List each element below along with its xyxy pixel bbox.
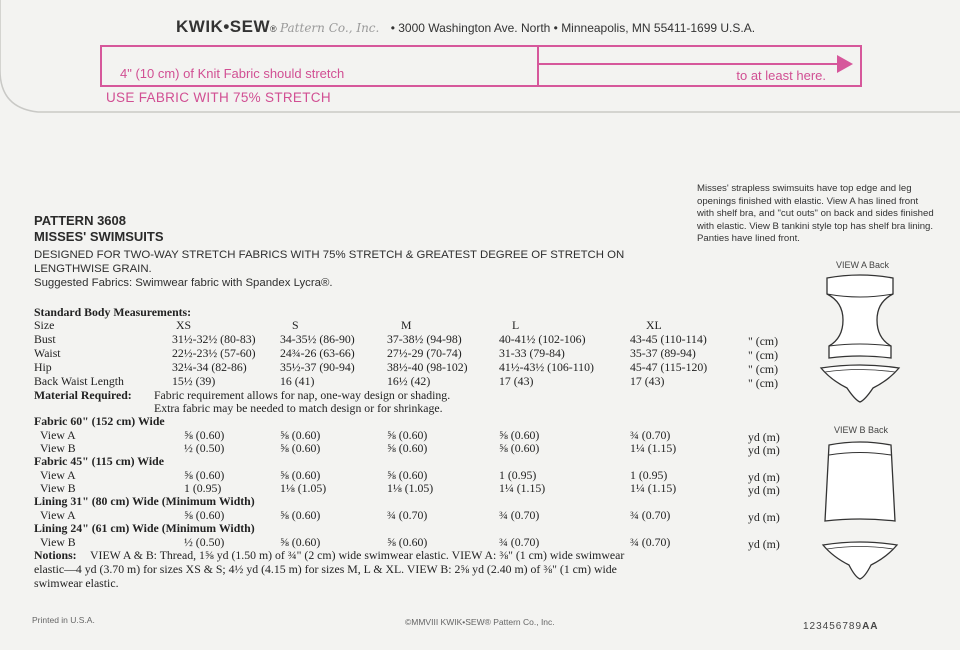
- yardage-cell: ¾ (0.70): [499, 535, 540, 549]
- measurement-cell: 43-45 (110-114): [630, 332, 707, 346]
- yardage-cell: ½ (0.50): [184, 535, 225, 549]
- measurement-unit: " (cm): [748, 362, 779, 376]
- gauge-left-text: 4" (10 cm) of Knit Fabric should stretch: [120, 66, 345, 81]
- view-b-back-illustration: [815, 437, 905, 587]
- stretch-gauge: [100, 45, 862, 87]
- yardage-unit: yd (m): [748, 510, 780, 524]
- yardage-cell: ⅝ (0.60): [184, 508, 225, 522]
- measurement-cell: 35½-37 (90-94): [280, 360, 355, 374]
- measurement-label: Bust: [34, 332, 56, 346]
- yardage-cell: ¾ (0.70): [630, 428, 671, 442]
- view-row-label: View B: [40, 535, 76, 549]
- notions-line-1: VIEW A & B: Thread, 1⅝ yd (1.50 m) of ¾" (2 cm) wide swimwear elastic. VIEW A: ⅜" (1 cm) wide swimwear: [90, 548, 625, 562]
- yardage-cell: ⅝ (0.60): [280, 428, 321, 442]
- yardage-cell: ⅝ (0.60): [280, 441, 321, 455]
- measurements-heading: Standard Body Measurements:: [34, 305, 192, 319]
- measurement-cell: 31-33 (79-84): [499, 346, 565, 360]
- measurement-cell: S: [292, 318, 299, 332]
- measurement-unit: " (cm): [748, 348, 779, 362]
- measurement-cell: 37-38½ (94-98): [387, 332, 462, 346]
- measurement-label: Hip: [34, 360, 52, 374]
- measurement-cell: M: [401, 318, 412, 332]
- measurement-unit: " (cm): [748, 334, 779, 348]
- yardage-cell: ⅝ (0.60): [184, 468, 225, 482]
- view-b-label: VIEW B Back: [834, 425, 889, 435]
- view-row-label: View B: [40, 481, 76, 495]
- print-code-letters: AA: [862, 621, 879, 632]
- view-row-label: View A: [40, 428, 76, 442]
- yardage-unit: yd (m): [748, 443, 780, 457]
- yardage-cell: ¾ (0.70): [630, 508, 671, 522]
- material-line-2: Extra fabric may be needed to match design or for shrinkage.: [154, 401, 443, 415]
- notions-line-3: swimwear elastic.: [34, 576, 119, 590]
- yardage-cell: 1 (0.95): [184, 481, 222, 495]
- yardage-cell: ⅝ (0.60): [499, 428, 540, 442]
- designed-for-line-1: DESIGNED FOR TWO-WAY STRETCH FABRICS WITH 75% STRETCH & GREATEST DEGREE OF STRETCH ON: [34, 249, 625, 261]
- pattern-name: MISSES' SWIMSUITS: [34, 229, 164, 244]
- view-a-back-illustration: [815, 272, 905, 412]
- yardage-unit: yd (m): [748, 430, 780, 444]
- measurement-cell: L: [512, 318, 520, 332]
- notions-label: Notions:: [34, 548, 77, 562]
- yardage-cell: ⅝ (0.60): [499, 441, 540, 455]
- yardage-cell: ¾ (0.70): [387, 508, 428, 522]
- yardage-cell: ⅝ (0.60): [387, 428, 428, 442]
- yardage-cell: 1 (0.95): [630, 468, 668, 482]
- measurement-cell: 34-35½ (86-90): [280, 332, 355, 346]
- gauge-right-text: to at least here.: [736, 68, 826, 83]
- gauge-arrow-line: [539, 63, 839, 65]
- yardage-unit: yd (m): [748, 483, 780, 497]
- yardage-cell: ¾ (0.70): [499, 508, 540, 522]
- header: [176, 17, 755, 37]
- yardage-cell: ⅝ (0.60): [280, 468, 321, 482]
- measurement-label: Size: [34, 318, 55, 332]
- measurement-cell: 35-37 (89-94): [630, 346, 696, 360]
- material-line-1: Fabric requirement allows for nap, one-way design or shading.: [154, 388, 451, 402]
- gauge-divider: [537, 47, 539, 85]
- measurement-cell: 31½-32½ (80-83): [172, 332, 256, 346]
- suggested-fabrics: Suggested Fabrics: Swimwear fabric with Spandex Lycra®.: [34, 277, 333, 289]
- brand-mark: ®: [270, 24, 277, 34]
- measurement-cell: 41½-43½ (106-110): [499, 360, 594, 374]
- print-code-numbers: 123456789: [803, 621, 863, 632]
- yardage-cell: ⅝ (0.60): [387, 535, 428, 549]
- measurement-label: Waist: [34, 346, 61, 360]
- yardage-cell: 1 (0.95): [499, 468, 537, 482]
- yardage-cell: 1¼ (1.15): [630, 441, 677, 455]
- fabric-stretch-note: USE FABRIC WITH 75% STRETCH: [106, 90, 331, 105]
- yardage-cell: 1⅛ (1.05): [387, 481, 434, 495]
- measurement-label: Back Waist Length: [34, 374, 124, 388]
- measurement-cell: 17 (43): [499, 374, 534, 388]
- view-row-label: View A: [40, 468, 76, 482]
- designed-for-line-2: LENGTHWISE GRAIN.: [34, 263, 152, 275]
- yardage-unit: yd (m): [748, 537, 780, 551]
- yardage-cell: ⅝ (0.60): [280, 508, 321, 522]
- measurement-cell: 24¾-26 (63-66): [280, 346, 355, 360]
- measurement-cell: 27½-29 (70-74): [387, 346, 462, 360]
- arrow-right-icon: [837, 55, 853, 73]
- fabric-section-heading: Fabric 60" (152 cm) Wide: [34, 414, 165, 428]
- measurement-cell: XS: [176, 318, 192, 332]
- view-a-label: VIEW A Back: [836, 260, 890, 270]
- view-row-label: View B: [40, 441, 76, 455]
- measurement-cell: 17 (43): [630, 374, 665, 388]
- pattern-description: Misses' strapless swimsuits have top edge and leg openings finished with elastic. View A has lined front with shelf bra, and "cut outs" on back and sides finished with elastic. View B tankini style top has shelf bra lining. Panties have lined front.: [697, 183, 934, 245]
- measurement-cell: 40-41½ (102-106): [499, 332, 586, 346]
- pattern-number: PATTERN 3608: [34, 213, 126, 228]
- fabric-section-heading: Lining 24" (61 cm) Wide (Minimum Width): [34, 521, 255, 535]
- yardage-cell: ¾ (0.70): [630, 535, 671, 549]
- yardage-cell: ½ (0.50): [184, 441, 225, 455]
- view-row-label: View A: [40, 508, 76, 522]
- header-address: • 3000 Washington Ave. North • Minneapolis, MN 55411-1699 U.S.A.: [390, 21, 756, 35]
- print-code: [803, 621, 879, 632]
- yardage-unit: yd (m): [748, 470, 780, 484]
- measurement-cell: 22½-23½ (57-60): [172, 346, 256, 360]
- measurement-cell: XL: [646, 318, 662, 332]
- copyright: ©MMVIII KWIK•SEW® Pattern Co., Inc.: [405, 617, 555, 627]
- printed-in: Printed in U.S.A.: [32, 615, 95, 625]
- yardage-cell: 1¼ (1.15): [630, 481, 677, 495]
- yardage-cell: 1¼ (1.15): [499, 481, 546, 495]
- notions-line-2: elastic—4 yd (3.70 m) for sizes XS & S; 4½ yd (4.15 m) for sizes M, L & XL. VIEW B: 2⅝ yd (2.40 m) of ⅜" (1 cm) wide: [34, 562, 617, 576]
- measurement-cell: 38½-40 (98-102): [387, 360, 468, 374]
- yardage-cell: ⅝ (0.60): [387, 468, 428, 482]
- material-label: Material Required:: [34, 388, 132, 402]
- yardage-cell: ⅝ (0.60): [280, 535, 321, 549]
- measurement-unit: " (cm): [748, 376, 779, 390]
- brand-logo: KWIK•SEW: [176, 17, 270, 36]
- measurement-cell: 15½ (39): [172, 374, 216, 388]
- measurement-cell: 32¼-34 (82-86): [172, 360, 247, 374]
- measurement-cell: 16 (41): [280, 374, 315, 388]
- measurement-cell: 45-47 (115-120): [630, 360, 708, 374]
- fabric-section-heading: Lining 31" (80 cm) Wide (Minimum Width): [34, 494, 255, 508]
- yardage-cell: 1⅛ (1.05): [280, 481, 327, 495]
- yardage-cell: ⅝ (0.60): [387, 441, 428, 455]
- brand-script: Pattern Co., Inc.: [279, 21, 380, 35]
- measurement-cell: 16½ (42): [387, 374, 431, 388]
- yardage-cell: ⅝ (0.60): [184, 428, 225, 442]
- fabric-section-heading: Fabric 45" (115 cm) Wide: [34, 454, 164, 468]
